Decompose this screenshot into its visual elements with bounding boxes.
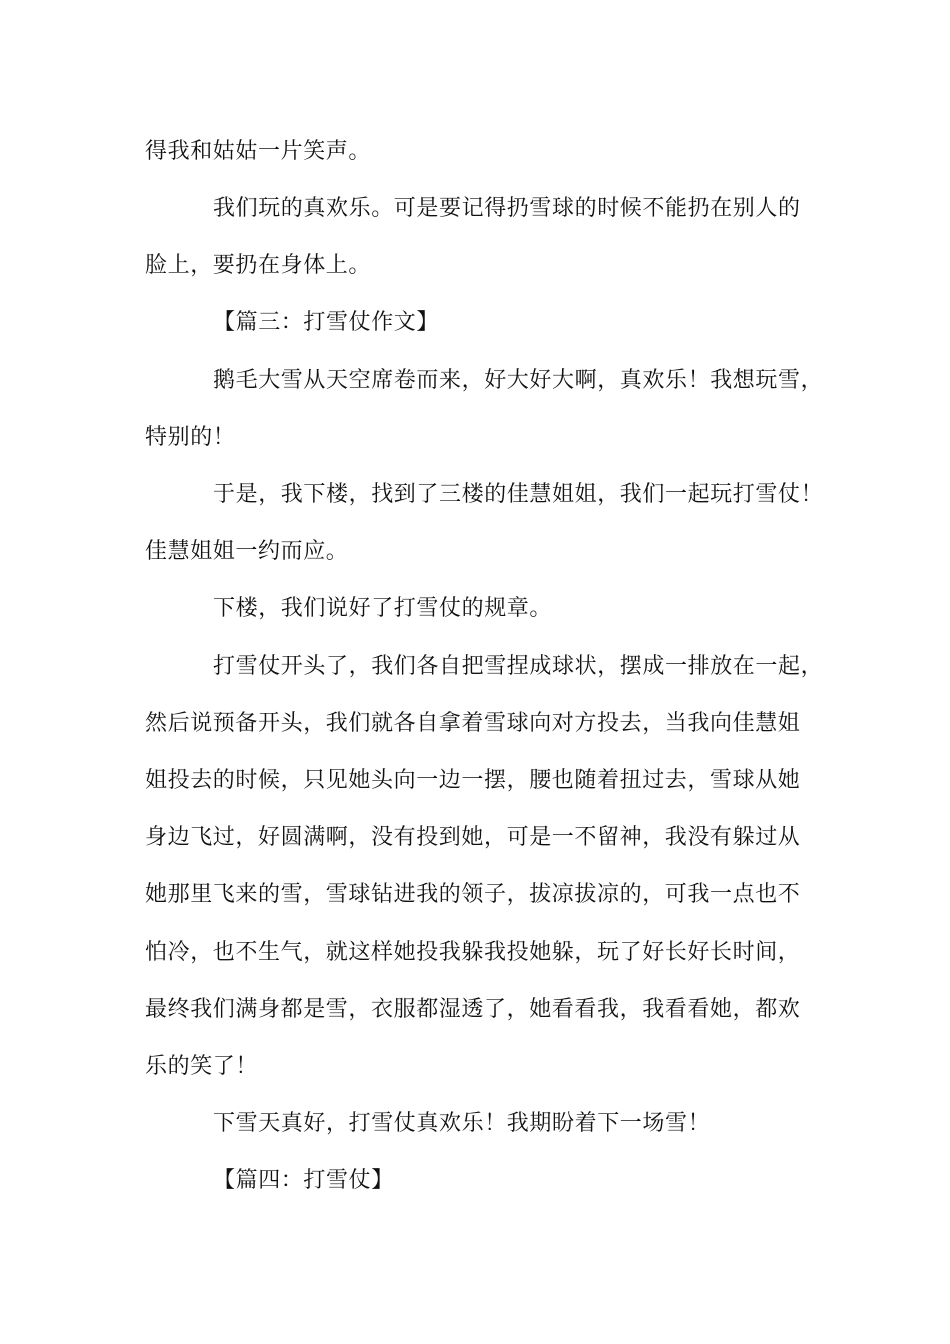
paragraph-line: 怕冷，也不生气，就这样她投我躲我投她躲，玩了好长好长时间，	[145, 940, 801, 965]
paragraph-line: 打雪仗开头了，我们各自把雪捏成球状，摆成一排放在一起，	[213, 654, 824, 679]
paragraph-line: 得我和姑姑一片笑声。	[145, 139, 372, 164]
paragraph-line: 我们玩的真欢乐。可是要记得扔雪球的时候不能扔在别人的	[213, 196, 801, 221]
paragraph-line: 身边飞过，好圆满啊，没有投到她，可是一不留神，我没有躲过从	[145, 825, 801, 850]
paragraph-line: 乐的笑了！	[145, 1054, 259, 1079]
paragraph-line: 下雪天真好，打雪仗真欢乐！我期盼着下一场雪！	[213, 1111, 711, 1136]
paragraph-line: 佳慧姐姐一约而应。	[145, 539, 349, 564]
section-heading: 【篇三：打雪仗作文】	[213, 310, 440, 335]
paragraph-line: 然后说预备开头，我们就各自拿着雪球向对方投去，当我向佳慧姐	[145, 711, 801, 736]
section-heading: 【篇四：打雪仗】	[213, 1168, 394, 1193]
paragraph-line: 鹅毛大雪从天空席卷而来，好大好大啊，真欢乐！我想玩雪，	[213, 368, 824, 393]
paragraph-line: 她那里飞来的雪，雪球钻进我的领子，拔凉拔凉的，可我一点也不	[145, 882, 801, 907]
paragraph-line: 下楼，我们说好了打雪仗的规章。	[213, 596, 553, 621]
paragraph-line: 特别的！	[145, 425, 236, 450]
paragraph-line: 姐投去的时候，只见她头向一边一摆，腰也随着扭过去，雪球从她	[145, 768, 801, 793]
paragraph-line: 脸上，要扔在身体上。	[145, 253, 372, 278]
paragraph-line: 于是，我下楼，找到了三楼的佳慧姐姐，我们一起玩打雪仗！	[213, 482, 824, 507]
paragraph-line: 最终我们满身都是雪，衣服都湿透了，她看看我，我看看她，都欢	[145, 997, 801, 1022]
